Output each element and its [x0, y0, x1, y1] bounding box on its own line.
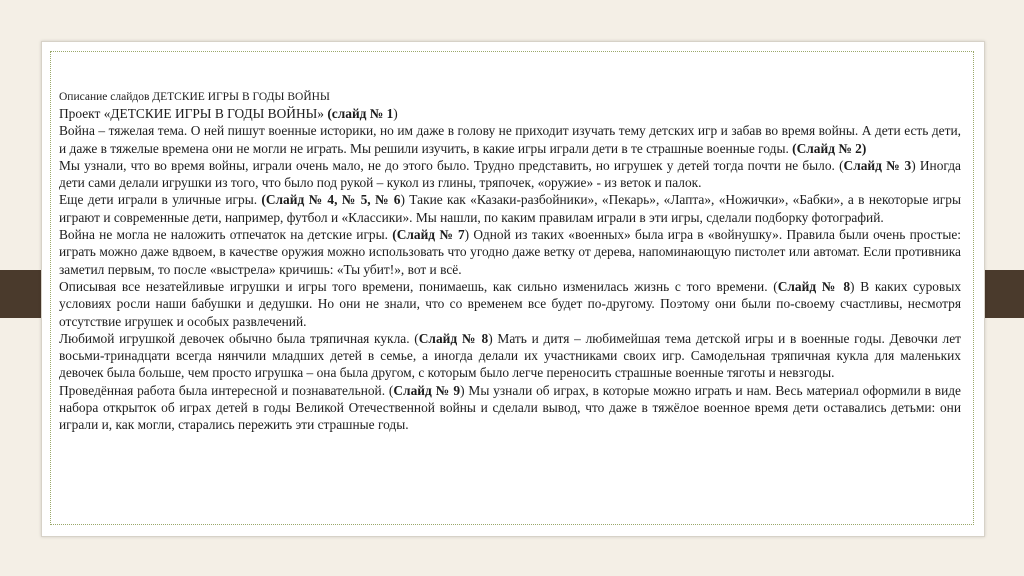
paragraph-war-games: Война не могла не наложить отпечаток на детские игры. (Слайд № 7) Одной из таких «военных» была игра в «войнушку». Правила были очень простые: играть можно даже вдвоем, в качестве оружия можно использовать что угодно даже ветку от дерева, напоминающую пистолет или автомат. Если противника заметил первым, то после «выстрела» кричишь: «Ты убит!», вот и всё. [59, 227, 961, 277]
paragraph-street-games: Еще дети играли в уличные игры. (Слайд № 4, № 5, № 6) Такие как «Казаки-разбойники», «Пекарь», «Лапта», «Ножички», «Бабки», а в некоторые игры играют и современные дети, например, футбол и «Классики». Мы нашли, по каким правилам играли в эти игры, сделали подборку фотографий. [59, 192, 961, 225]
slide-ref: Слайд № 8 [418, 330, 489, 346]
paragraph-rag-doll: Любимой игрушкой девочек обычно была тряпичная кукла. (Слайд № 8) Мать и дитя – любимейшая тема детской игры и в военные годы. Девочки лет восьми-тринадцати всегда нянчили младших детей в семье, а иногда делали их участниками своих игр. Самодельная тряпичная кукла для маленьких девочек была больше, чем просто игрушка – она была другом, с которым было легче переносить страшные военные тяготы и невзгоды. [59, 330, 962, 381]
slide-caption: Описание слайдов ДЕТСКИЕ ИГРЫ В ГОДЫ ВОЙНЫ [59, 91, 330, 103]
paragraph-conclusion: Проведённая работа была интересной и познавательной. (Слайд № 9) Мы узнали об играх, в которые можно играть и нам. Весь материал оформили в виде набора открыток об играх детей в годы Великой Отечественной войны и сделали вывод, что даже в тяжёлое военное время дети оставались детьми: они играли и, как могли, старались пережить эти страшные годы. [59, 382, 961, 433]
slide-ref: (Слайд № 4, № 5, № 6 [261, 192, 401, 208]
slide-ref: (Слайд № 7 [392, 227, 465, 243]
slide-ref: Слайд № 9 [393, 382, 461, 398]
slide-ref: Слайд № 3 [843, 157, 912, 173]
slide-ref: Слайд № 8 [777, 278, 851, 294]
slide-text [59, 90, 961, 434]
project-title: Проект «ДЕТСКИЕ ИГРЫ В ГОДЫ ВОЙНЫ» (слайд № 1) [59, 106, 398, 121]
paragraph-toys: Мы узнали, что во время войны, играли очень мало, не до этого было. Трудно представить, но игрушек у детей тогда почти не было. (Слайд № 3) Иногда дети сами делали игрушки из того, что было под рукой – кукол из глины, тряпочек, «оружие» - из веток и палок. [59, 157, 961, 191]
slide-ref: (Слайд № 2) [792, 140, 867, 156]
paragraph-conditions: Описывая все незатейливые игрушки и игры того времени, понимаешь, как сильно изменилась жизнь с того времени. (Слайд № 8) В каких суровых условиях росли наши бабушки и дедушки. Но они не знали, что со временем все будет по-другому. Поэтому они были по-своему счастливы, несмотря отсутствие игрушек и особых развлечений. [59, 278, 962, 329]
slide-ref: (слайд № 1 [327, 106, 394, 121]
paragraph-intro: Война – тяжелая тема. О ней пишут военные историки, но им даже в голову не приходит изучать тему детских игр и забав во время войны. А дети есть дети, и даже в тяжелые времена они не могли не играть. Мы решили изучить, в какие игры играли дети в те страшные военные годы. (Слайд № 2) [59, 123, 961, 156]
